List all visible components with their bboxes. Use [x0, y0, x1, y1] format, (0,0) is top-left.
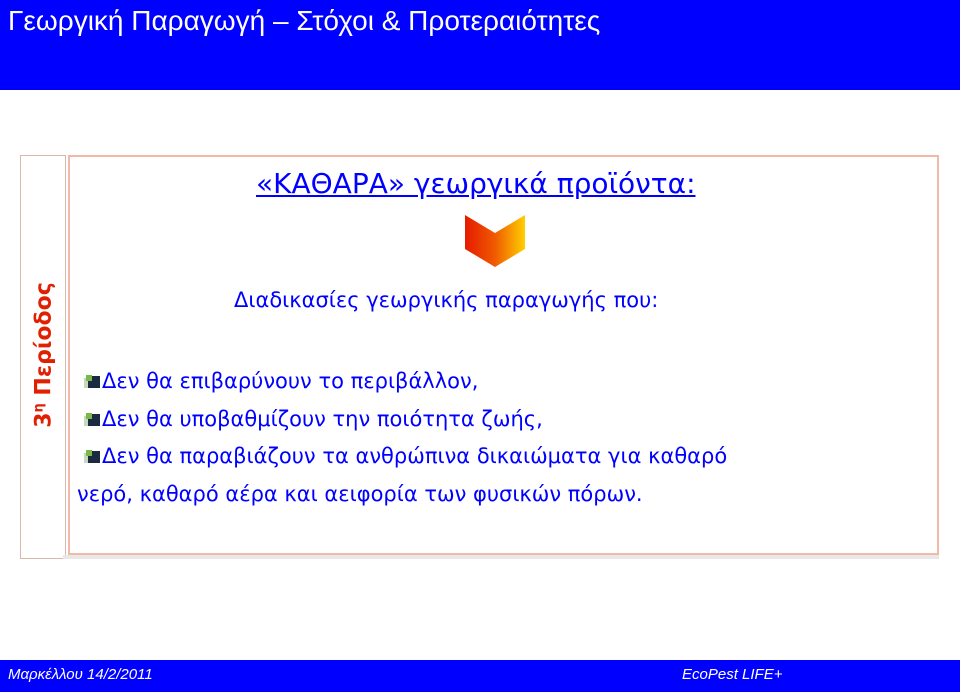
content-box-shadow	[63, 555, 939, 559]
period-text: Περίοδος	[31, 282, 57, 404]
bullet-icon	[84, 413, 100, 427]
footer-project: EcoPest LIFE+	[682, 666, 783, 683]
bullet-text: Δεν θα υποβαθμίζουν την ποιότητα ζωής,	[102, 407, 543, 431]
slide-title: Γεωργική Παραγωγή – Στόχοι & Προτεραιότητες	[8, 5, 601, 36]
bullet-item	[84, 366, 478, 396]
bullet-text: Δεν θα παραβιάζουν τα ανθρώπινα δικαιώματα για καθαρό	[102, 444, 728, 468]
bullet-continuation: νερό, καθαρό αέρα και αειφορία των φυσικών πόρων.	[77, 482, 643, 506]
period-label	[31, 282, 56, 428]
bullet-icon	[84, 375, 100, 389]
bullet-item	[84, 441, 727, 471]
subheading: Διαδικασίες γεωργικής παραγωγής που:	[234, 288, 659, 312]
bullet-text: Δεν θα επιβαρύνουν το περιβάλλον,	[102, 369, 479, 393]
period-number: 3	[31, 412, 57, 428]
period-superscript: η	[31, 403, 47, 413]
headline: «ΚΑΘΑΡΑ» γεωργικά προϊόντα:	[256, 167, 696, 200]
footer-author-date: Μαρκέλλου 14/2/2011	[8, 666, 153, 683]
down-chevron-arrow-icon	[465, 215, 525, 267]
bullet-item	[84, 404, 543, 434]
bullet-icon	[84, 450, 100, 464]
